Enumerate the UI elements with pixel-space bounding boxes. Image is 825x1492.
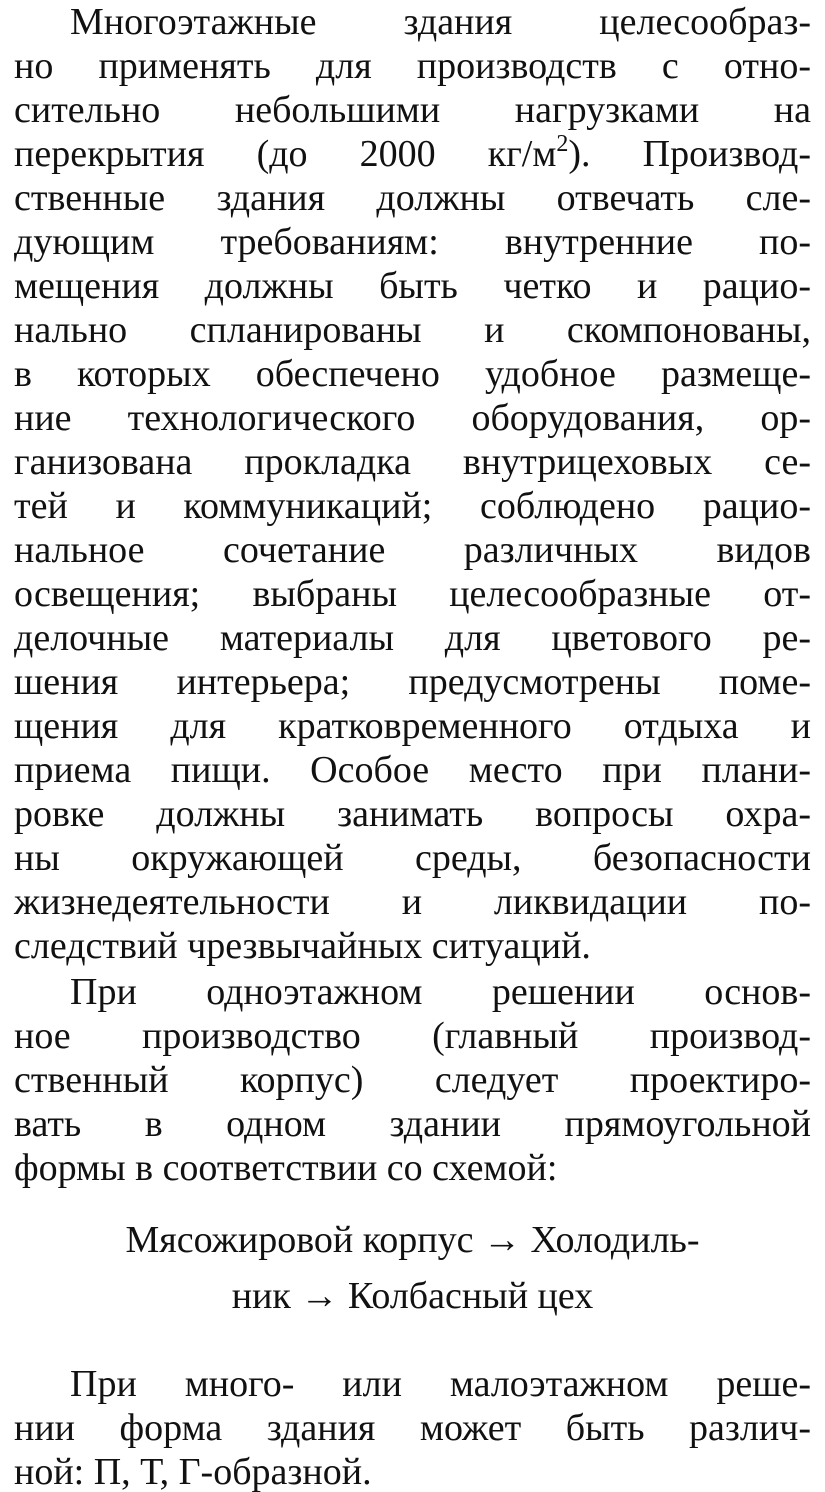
text-line: шения интерьера; предусмотрены поме- [14,661,811,703]
text-line: ганизована прокладка внутрицеховых се- [14,441,811,483]
text-line: дующим требованиям: внутренние по- [14,221,811,263]
text-line: ной: П, Т, Г-образной. [14,1451,372,1492]
text-line: ственные здания должны отвечать сле- [14,177,811,219]
text-line: тей и коммуникаций; соблюдено рацио- [14,485,811,527]
text-line: сительно небольшими нагрузками на [14,89,811,131]
text-line: вать в одном здании прямоугольной [14,1103,811,1145]
text-line: освещения; выбраны целесообразные от- [14,573,811,615]
text-line: При одноэтажном решении основ- [70,971,811,1013]
text-line: ное производство (главный производ- [14,1015,811,1057]
text-line: ровке должны занимать вопросы охра- [14,793,811,835]
text-line: но применять для производств с отно- [14,45,811,87]
text-line: ние технологического оборудования, ор- [14,397,811,439]
text-line: нии форма здания может быть различ- [14,1407,811,1449]
text-line: делочные материалы для цветового ре- [14,617,811,659]
text-line: Многоэтажные здания целесообраз- [70,1,811,43]
text-fragment: перекрытия (до 2000 кг/м [14,133,557,175]
text-line: следствий чрезвычайных ситуаций. [14,925,591,967]
text-line: в которых обеспечено удобное размеще- [14,353,811,395]
text-line: нальное сочетание различных видов [14,529,811,571]
text-line: нально спланированы и скомпонованы, [14,309,811,351]
superscript: 2 [556,131,569,157]
text-line: ственный корпус) следует проектиро- [14,1059,811,1101]
text-line-with-superscript [14,132,811,176]
text-fragment: ). Производ- [568,133,811,175]
text-line: жизнедеятельности и ликвидации по- [14,881,811,923]
text-line: приема пищи. Особое место при плани- [14,749,811,791]
text-line: формы в соответствии со схемой: [14,1147,558,1189]
text-line: мещения должны быть четко и рацио- [14,265,811,307]
text-line: щения для кратковременного отдыха и [14,705,811,747]
text-line: ны окружающей среды, безопасности [14,837,811,879]
text-line: При много- или малоэтажном реше- [70,1363,811,1405]
scheme-line: Мясожировой корпус → Холодиль- [125,1219,700,1261]
scheme-line: ник → Колбасный цех [231,1275,594,1317]
